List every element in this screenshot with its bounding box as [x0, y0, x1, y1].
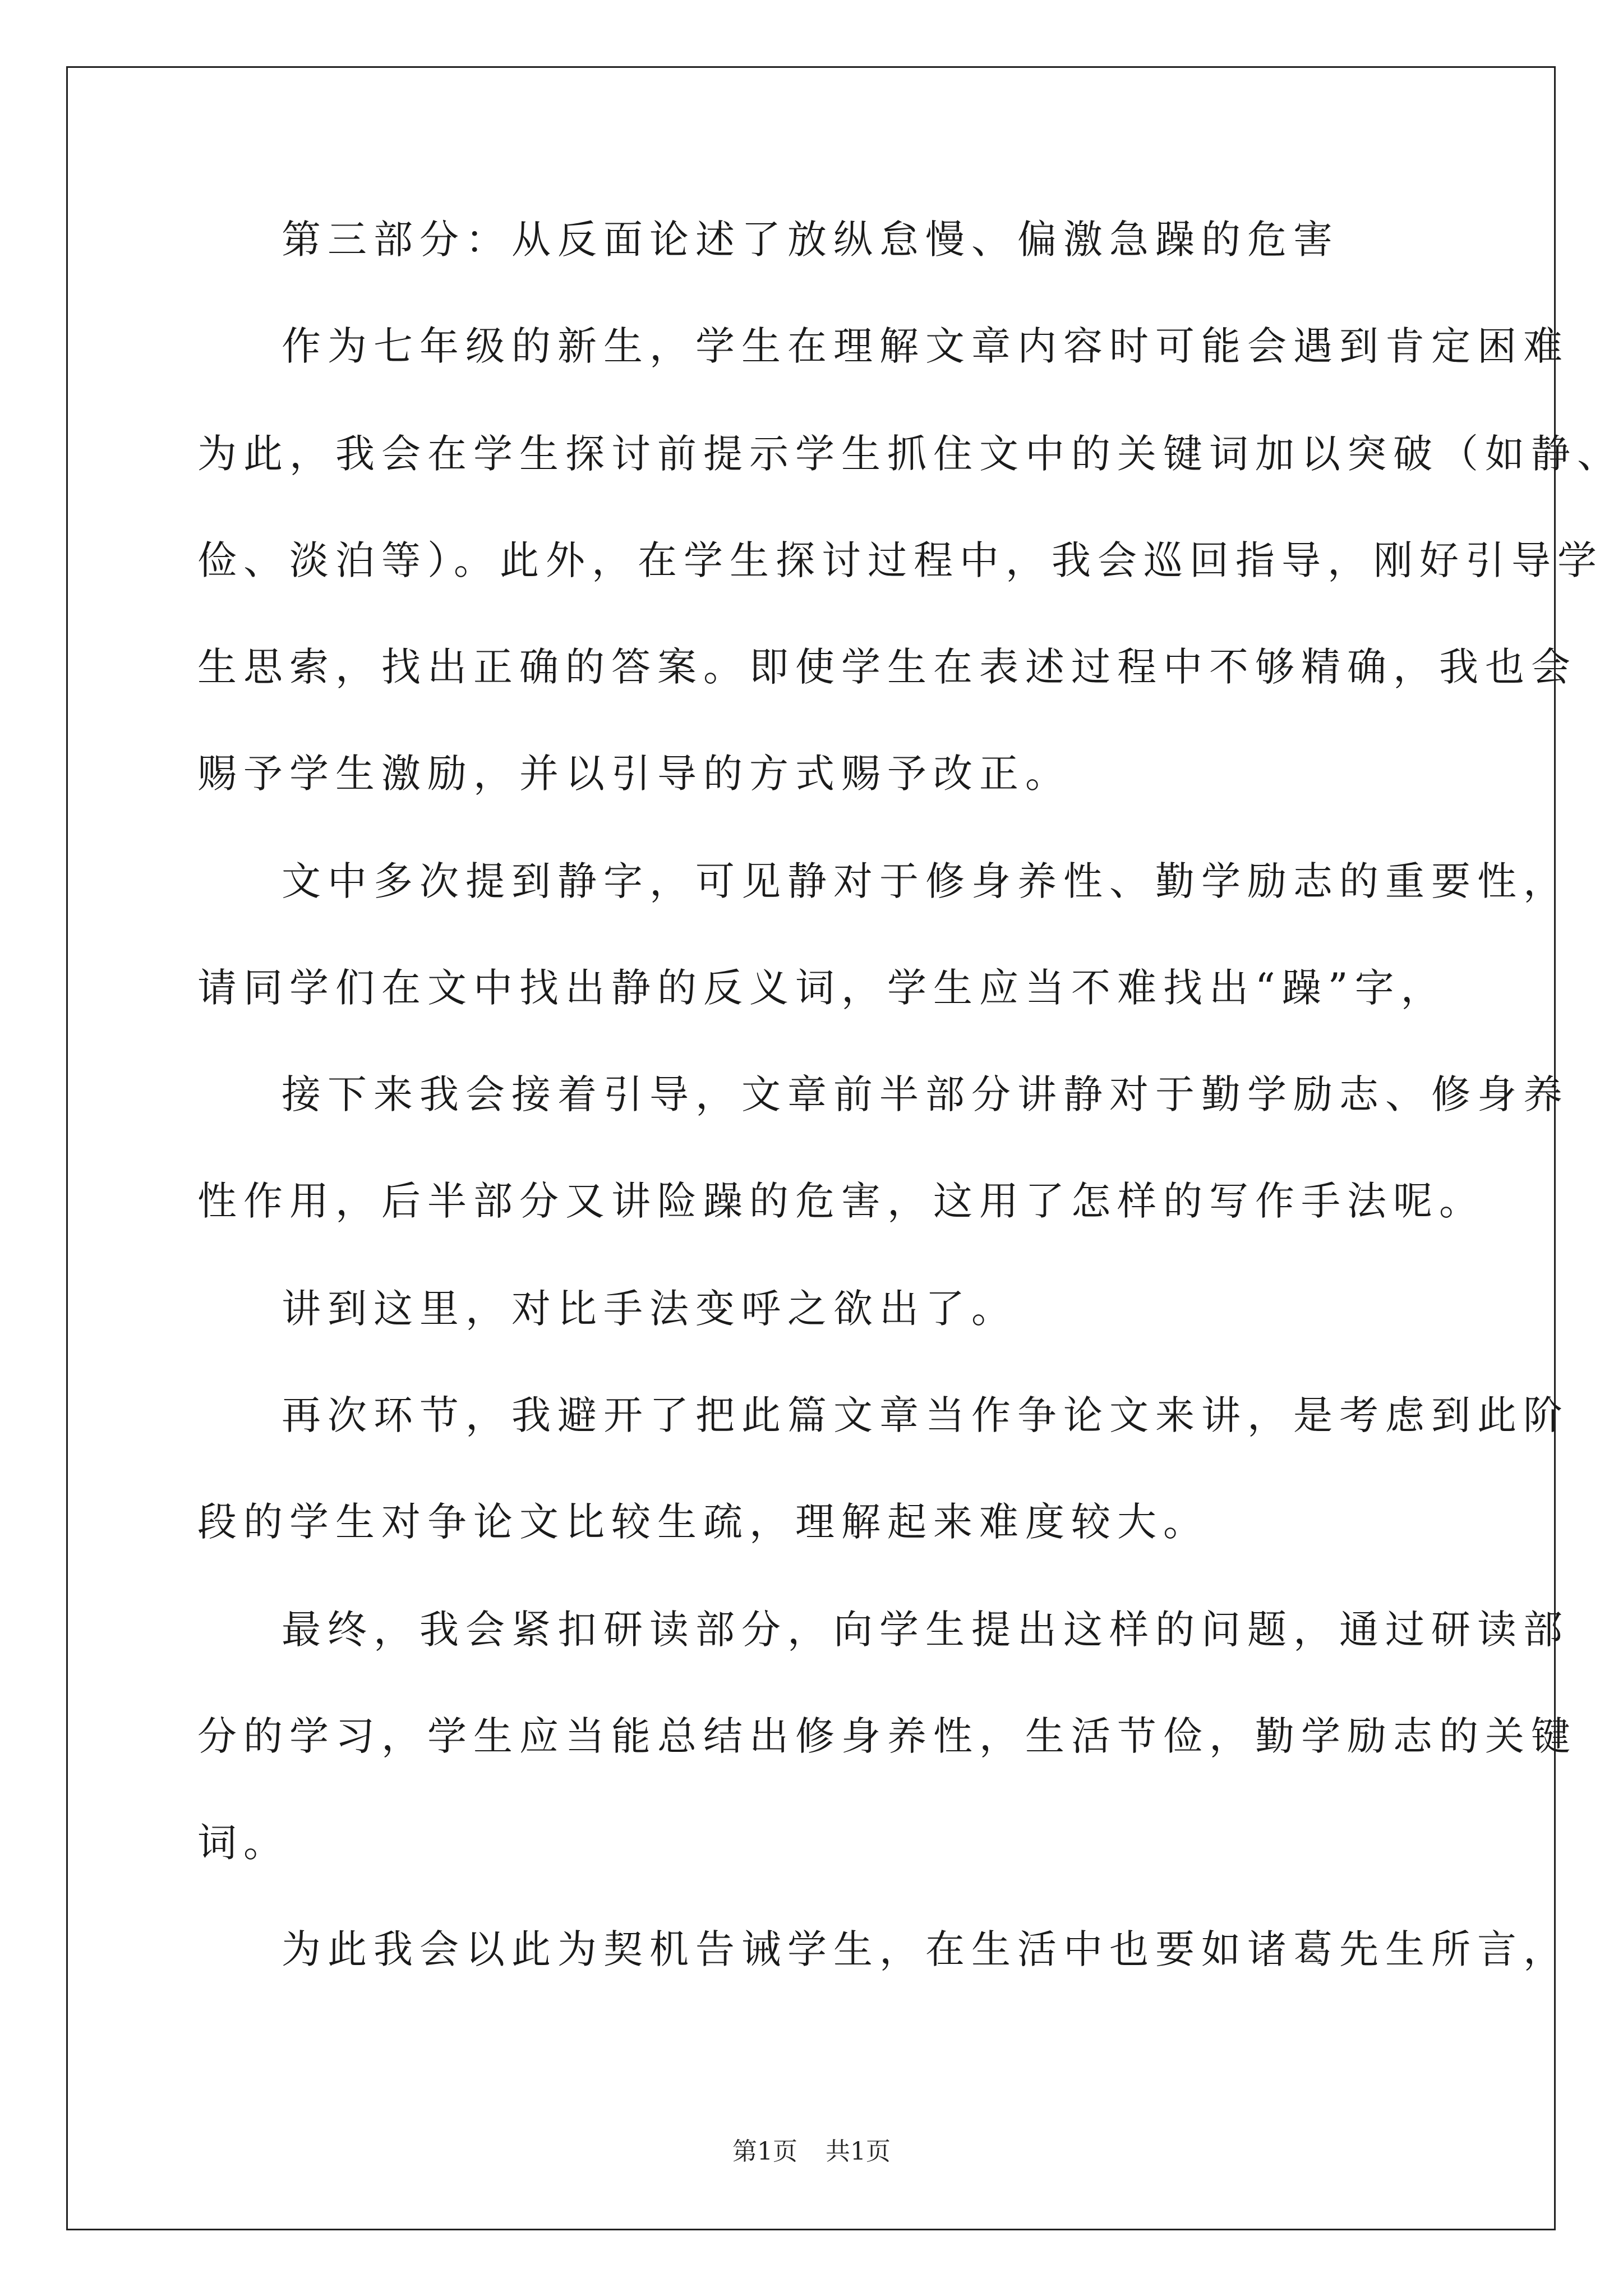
- page-total: 共1页: [826, 2137, 891, 2166]
- text-line: 词。: [197, 1820, 289, 1866]
- page-number: 第1页: [732, 2137, 797, 2166]
- text-line: 文中多次提到静字，可见静对于修身养性、勤学励志的重要性，: [282, 858, 1569, 904]
- text-line: 第三部分：从反面论述了放纵怠慢、偏激急躁的危害: [282, 217, 1339, 263]
- page-border: [66, 66, 1556, 2230]
- text-line: 生思索，找出正确的答案。即使学生在表述过程中不够精确，我也会: [197, 644, 1577, 690]
- page-footer: [0, 2135, 1623, 2169]
- text-line: 讲到这里，对比手法变呼之欲出了。: [282, 1286, 1017, 1332]
- text-line: 段的学生对争论文比较生疏，理解起来难度较大。: [197, 1499, 1209, 1545]
- text-line: 接下来我会接着引导，文章前半部分讲静对于勤学励志、修身养: [282, 1071, 1569, 1117]
- text-line: 分的学习，学生应当能总结出修身养性，生活节俭，勤学励志的关键: [197, 1713, 1577, 1759]
- text-line: 俭、淡泊等）。此外，在学生探讨过程中，我会巡回指导，刚好引导学: [197, 537, 1603, 583]
- text-line: 为此，我会在学生探讨前提示学生抓住文中的关键词加以突破（如静、: [197, 431, 1623, 477]
- text-line: 最终，我会紧扣研读部分，向学生提出这样的问题，通过研读部: [282, 1607, 1569, 1653]
- text-line: 赐予学生激励，并以引导的方式赐予改正。: [197, 751, 1071, 797]
- text-line: 请同学们在文中找出静的反义词，学生应当不难找出“躁”字，: [197, 965, 1447, 1011]
- text-line: 再次环节，我避开了把此篇文章当作争论文来讲，是考虑到此阶: [282, 1392, 1569, 1438]
- text-line: 为此我会以此为契机告诫学生，在生活中也要如诸葛先生所言，: [282, 1926, 1569, 1972]
- text-line: 性作用，后半部分又讲险躁的危害，这用了怎样的写作手法呢。: [197, 1178, 1485, 1224]
- text-line: 作为七年级的新生，学生在理解文章内容时可能会遇到肯定困难: [282, 323, 1569, 369]
